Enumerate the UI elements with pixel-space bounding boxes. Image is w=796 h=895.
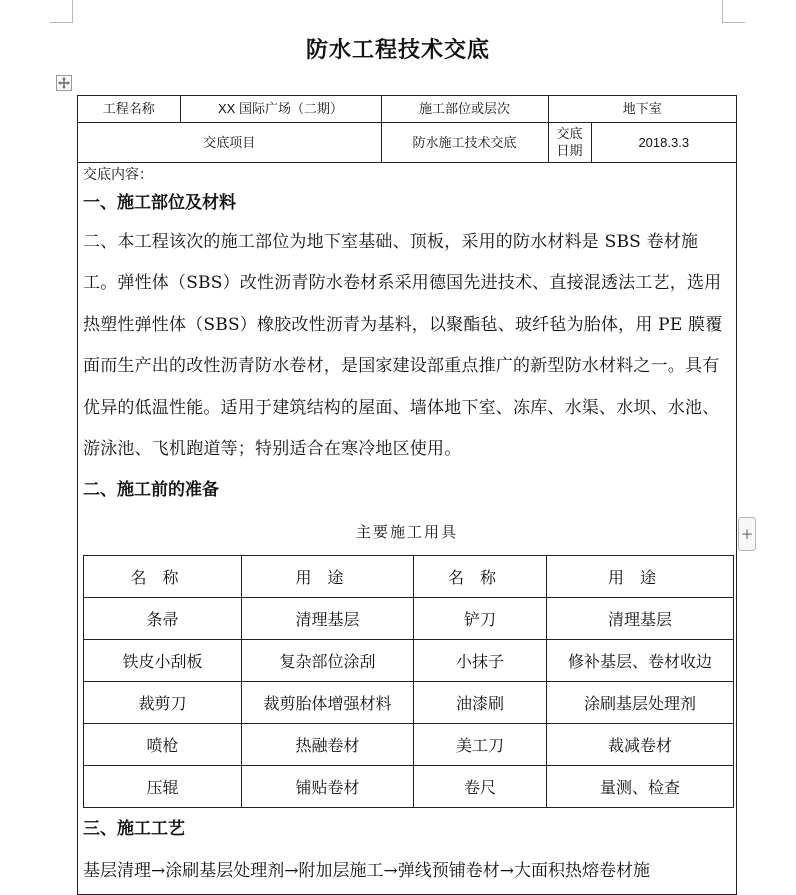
section1-heading: 一、施工部位及材料 [83,192,236,213]
content-area [78,166,736,882]
table-cell: 涂刷基层处理剂 [547,681,734,723]
tools-table-caption: 主要施工用具 [355,522,458,541]
project-name-label: 工程名称 [78,96,180,122]
crop-mark-top-right [722,0,745,23]
table-move-handle-icon[interactable] [56,75,72,91]
content-label: 交底内容： [83,166,153,183]
table-cell: 铺贴卷材 [242,765,414,807]
table-cell: 清理基层 [547,597,734,639]
section2-heading: 二、施工前的准备 [83,479,219,500]
project-name-value[interactable]: XX 国际广场（二期） [180,96,381,122]
table-cell: 喷枪 [84,723,242,765]
section3-flow: 基层清理→涂刷基层处理剂→附加层施工→弹线预铺卷材→大面积热熔卷材施 [83,860,650,881]
section1-paragraph: 二、本工程该次的施工部位为地下室基础、顶板，采用的防水材料是 SBS 卷材施工。弹性体（SBS）改性沥青防水卷材系采用德国先进技术、直接混透法工艺，选用热塑性弹性体（SBS）橡胶改性沥青为基料，以聚酯毡、玻纤毡为胎体，用 PE 膜覆面而生产出的改性沥青防水卷材，是国家建设部重点推广的新型防水材料之一。具有优异的低温性能。适用于建筑结构的屋面、墙体地下室、冻库、水渠、水坝、水池、游泳池、飞机跑道等；特别适合在寒冷地区使用。 [83,231,723,459]
table-cell: 清理基层 [242,597,414,639]
header-table [78,96,736,163]
item-label: 交底项目 [78,122,381,162]
table-cell: 条帚 [84,597,242,639]
table-cell: 压辊 [84,765,242,807]
table-cell: 裁剪刀 [84,681,242,723]
table-cell: 复杂部位涂刮 [242,639,414,681]
date-value[interactable]: 2018.3.3 [591,122,736,162]
table-cell: 量测、检查 [547,765,734,807]
table-cell: 铲刀 [414,597,547,639]
header-cell: 用途 [547,555,734,597]
table-row [84,681,734,723]
table-row [84,597,734,639]
location-value[interactable]: 地下室 [548,96,736,122]
table-cell: 卷尺 [414,765,547,807]
document-title: 防水工程技术交底 [305,37,490,63]
tools-table-header [84,555,734,597]
table-row [84,639,734,681]
section3-heading: 三、施工工艺 [83,818,185,839]
table-cell: 油漆刷 [414,681,547,723]
add-row-button[interactable] [738,517,756,551]
header-cell: 名称 [414,555,547,597]
table-row [84,723,734,765]
table-cell: 铁皮小刮板 [84,639,242,681]
plus-icon: + [740,525,754,543]
item-value[interactable]: 防水施工技术交底 [381,122,548,162]
table-cell: 裁剪胎体增强材料 [242,681,414,723]
table-cell: 修补基层、卷材收边 [547,639,734,681]
table-cell: 热融卷材 [242,723,414,765]
table-cell: 美工刀 [414,723,547,765]
table-row [84,765,734,807]
header-cell: 名称 [84,555,242,597]
table-cell: 小抹子 [414,639,547,681]
date-label: 交底日期 [548,122,591,162]
header-cell: 用途 [242,555,414,597]
location-label: 施工部位或层次 [381,96,548,122]
table-cell: 裁减卷材 [547,723,734,765]
crop-mark-top-left [50,0,73,23]
disclosure-form [77,95,737,895]
tools-table [83,555,734,808]
